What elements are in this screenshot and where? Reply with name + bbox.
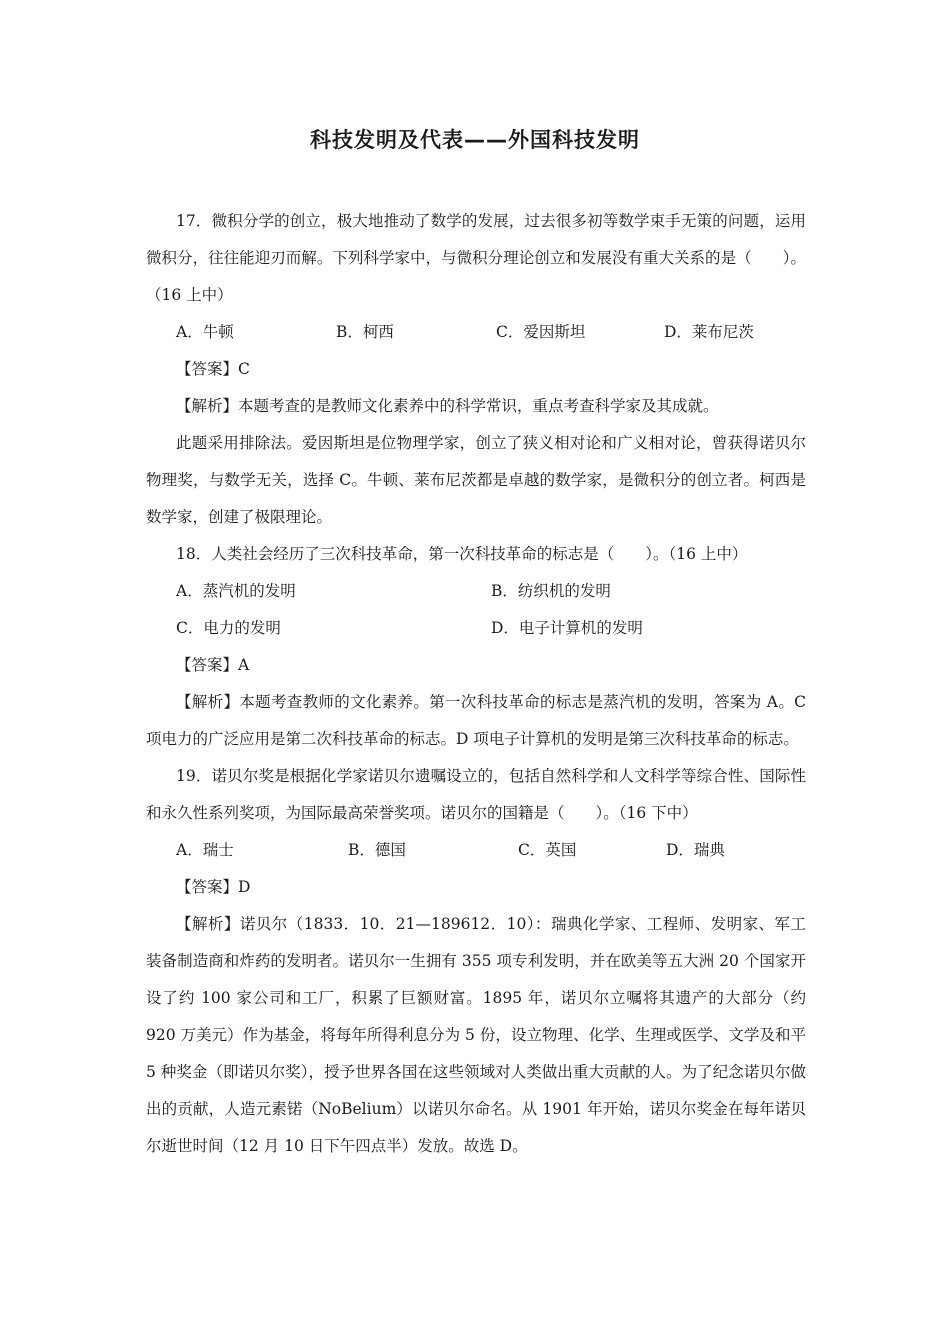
q19-option-b: B．德国: [348, 841, 406, 859]
question-18-options-row-1: [146, 573, 806, 610]
question-18-stem: 18．人类社会经历了三次科技革命，第一次科技革命的标志是（ ）。（16 上中）: [176, 545, 748, 563]
q19-option-d: D．瑞典: [666, 841, 725, 859]
q18-analysis: 【解析】本题考查教师的文化素养。第一次科技革命的标志是蒸汽机的发明，答案为 A。C 项电力的广泛应用是第二次科技革命的标志。D 项电子计算机的发明是第三次科技革命的标志。: [146, 693, 806, 748]
document-body: [146, 203, 806, 1165]
q17-option-c: C．爱因斯坦: [496, 323, 586, 341]
q18-option-a: A．蒸汽机的发明: [176, 582, 296, 600]
question-19-options: [146, 832, 806, 869]
question-19-stem: 19．诺贝尔奖是根据化学家诺贝尔遗嘱设立的，包括自然科学和人文科学等综合性、国际性和永久性系列奖项，为国际最高荣誉奖项。诺贝尔的国籍是（ ）。（16 下中）: [146, 767, 806, 822]
q19-analysis: 【解析】诺贝尔（1833．10．21—189612．10）：瑞典化学家、工程师、发明家、军工装备制造商和炸药的发明者。诺贝尔一生拥有 355 项专利发明，并在欧美等五大洲 20 个国家开设了约 100 家公司和工厂，积累了巨额财富。1895 年，诺贝尔立嘱将其遗产的大部分（约 920 万美元）作为基金，将每年所得利息分为 5 份，设立物理、化学、生理或医学、文学及和平 5 种奖金（即诺贝尔奖），授予世界各国在这些领域对人类做出重大贡献的人。为了纪念诺贝尔做出的贡献，人造元素锘（NoBelium）以诺贝尔命名。从 1901 年开始，诺贝尔奖金在每年诺贝尔逝世时间（12 月 10 日下午四点半）发放。故选 D。: [146, 915, 806, 1155]
q17-option-a: A．牛顿: [176, 323, 234, 341]
q18-option-d: D．电子计算机的发明: [491, 619, 643, 637]
q18-option-c: C．电力的发明: [176, 619, 281, 637]
q19-answer: 【答案】D: [176, 878, 251, 896]
q17-option-d: D．莱布尼茨: [664, 323, 754, 341]
q19-option-a: A．瑞士: [176, 841, 234, 859]
q19-option-c: C．英国: [518, 841, 577, 859]
question-18-options-row-2: [146, 610, 806, 647]
q17-analysis-1: 【解析】本题考查的是教师文化素养中的科学常识，重点考查科学家及其成就。: [176, 397, 719, 415]
q18-answer: 【答案】A: [176, 656, 250, 674]
q17-analysis-2: 此题采用排除法。爱因斯坦是位物理学家，创立了狭义相对论和广义相对论，曾获得诺贝尔物理奖，与数学无关，选择 C。牛顿、莱布尼茨都是卓越的数学家，是微积分的创立者。柯西是数学家，创建了极限理论。: [146, 434, 806, 526]
q17-option-b: B．柯西: [336, 323, 394, 341]
q17-answer: 【答案】C: [176, 360, 250, 378]
question-17-stem: 17．微积分学的创立，极大地推动了数学的发展，过去很多初等数学束手无策的问题，运用微积分，往往能迎刃而解。下列科学家中，与微积分理论创立和发展没有重大关系的是（ ）。（16 上中）: [146, 212, 806, 304]
page-title: 科技发明及代表——外国科技发明: [310, 128, 640, 152]
question-17-options: [146, 314, 806, 351]
q18-option-b: B．纺织机的发明: [491, 582, 611, 600]
